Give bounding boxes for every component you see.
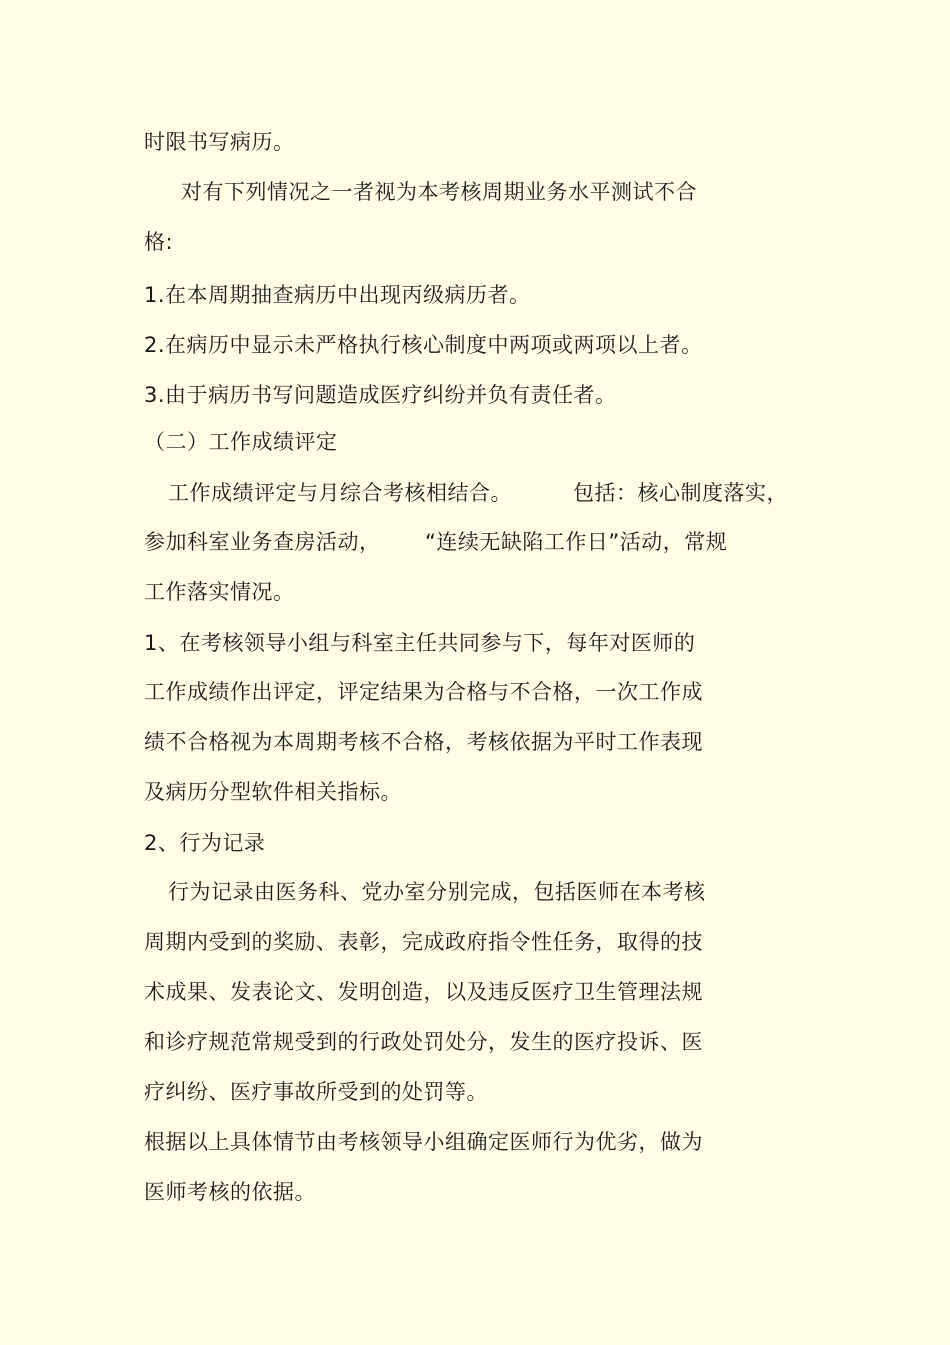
text-line-11: 1、在考核领导小组与科室主任共同参与下，每年对医师的 [144, 631, 696, 655]
text-line-20: 疗纠纷、医疗事故所受到的处罚等。 [144, 1080, 488, 1104]
list-item-3: 3.由于病历书写问题造成医疗纠纷并负有责任者。 [144, 383, 617, 407]
text-line-9a: 参加科室业务查房活动， [144, 530, 381, 554]
subsection-heading: 2、行为记录 [144, 831, 266, 855]
text-line-14: 及病历分型软件相关指标。 [144, 780, 402, 804]
text-line-3: 格: [144, 230, 174, 254]
text-line-19: 和诊疗规范常规受到的行政处罚处分，发生的医疗投诉、医 [144, 1030, 703, 1054]
text-line-1: 时限书写病历。 [144, 130, 295, 154]
text-line-16: 行为记录由医务科、党办室分别完成，包括医师在本考核 [168, 880, 706, 904]
text-line-10: 工作落实情况。 [144, 580, 295, 604]
text-line-13: 绩不合格视为本周期考核不合格，考核依据为平时工作表现 [144, 730, 703, 754]
list-item-2: 2.在病历中显示未严格执行核心制度中两项或两项以上者。 [144, 333, 703, 357]
text-line-9b: “连续无缺陷工作日”活动，常规 [425, 530, 728, 554]
text-line-8a: 工作成绩评定与月综合考核相结合。 [168, 481, 512, 505]
text-line-8b: 包括：核心制度落实， [573, 481, 788, 505]
text-line-12: 工作成绩作出评定，评定结果为合格与不合格，一次工作成 [144, 680, 703, 704]
text-line-21: 根据以上具体情节由考核领导小组确定医师行为优劣，做为 [144, 1130, 703, 1154]
list-item-1: 1.在本周期抽查病历中出现丙级病历者。 [144, 283, 531, 307]
section-heading: （二）工作成绩评定 [144, 430, 338, 454]
text-line-17: 周期内受到的奖励、表彰，完成政府指令性任务，取得的技 [144, 930, 703, 954]
text-line-22: 医师考核的依据。 [144, 1180, 316, 1204]
text-line-18: 术成果、发表论文、发明创造，以及违反医疗卫生管理法规 [144, 980, 703, 1004]
text-line-2: 对有下列情况之一者视为本考核周期业务水平测试不合 [181, 180, 697, 204]
